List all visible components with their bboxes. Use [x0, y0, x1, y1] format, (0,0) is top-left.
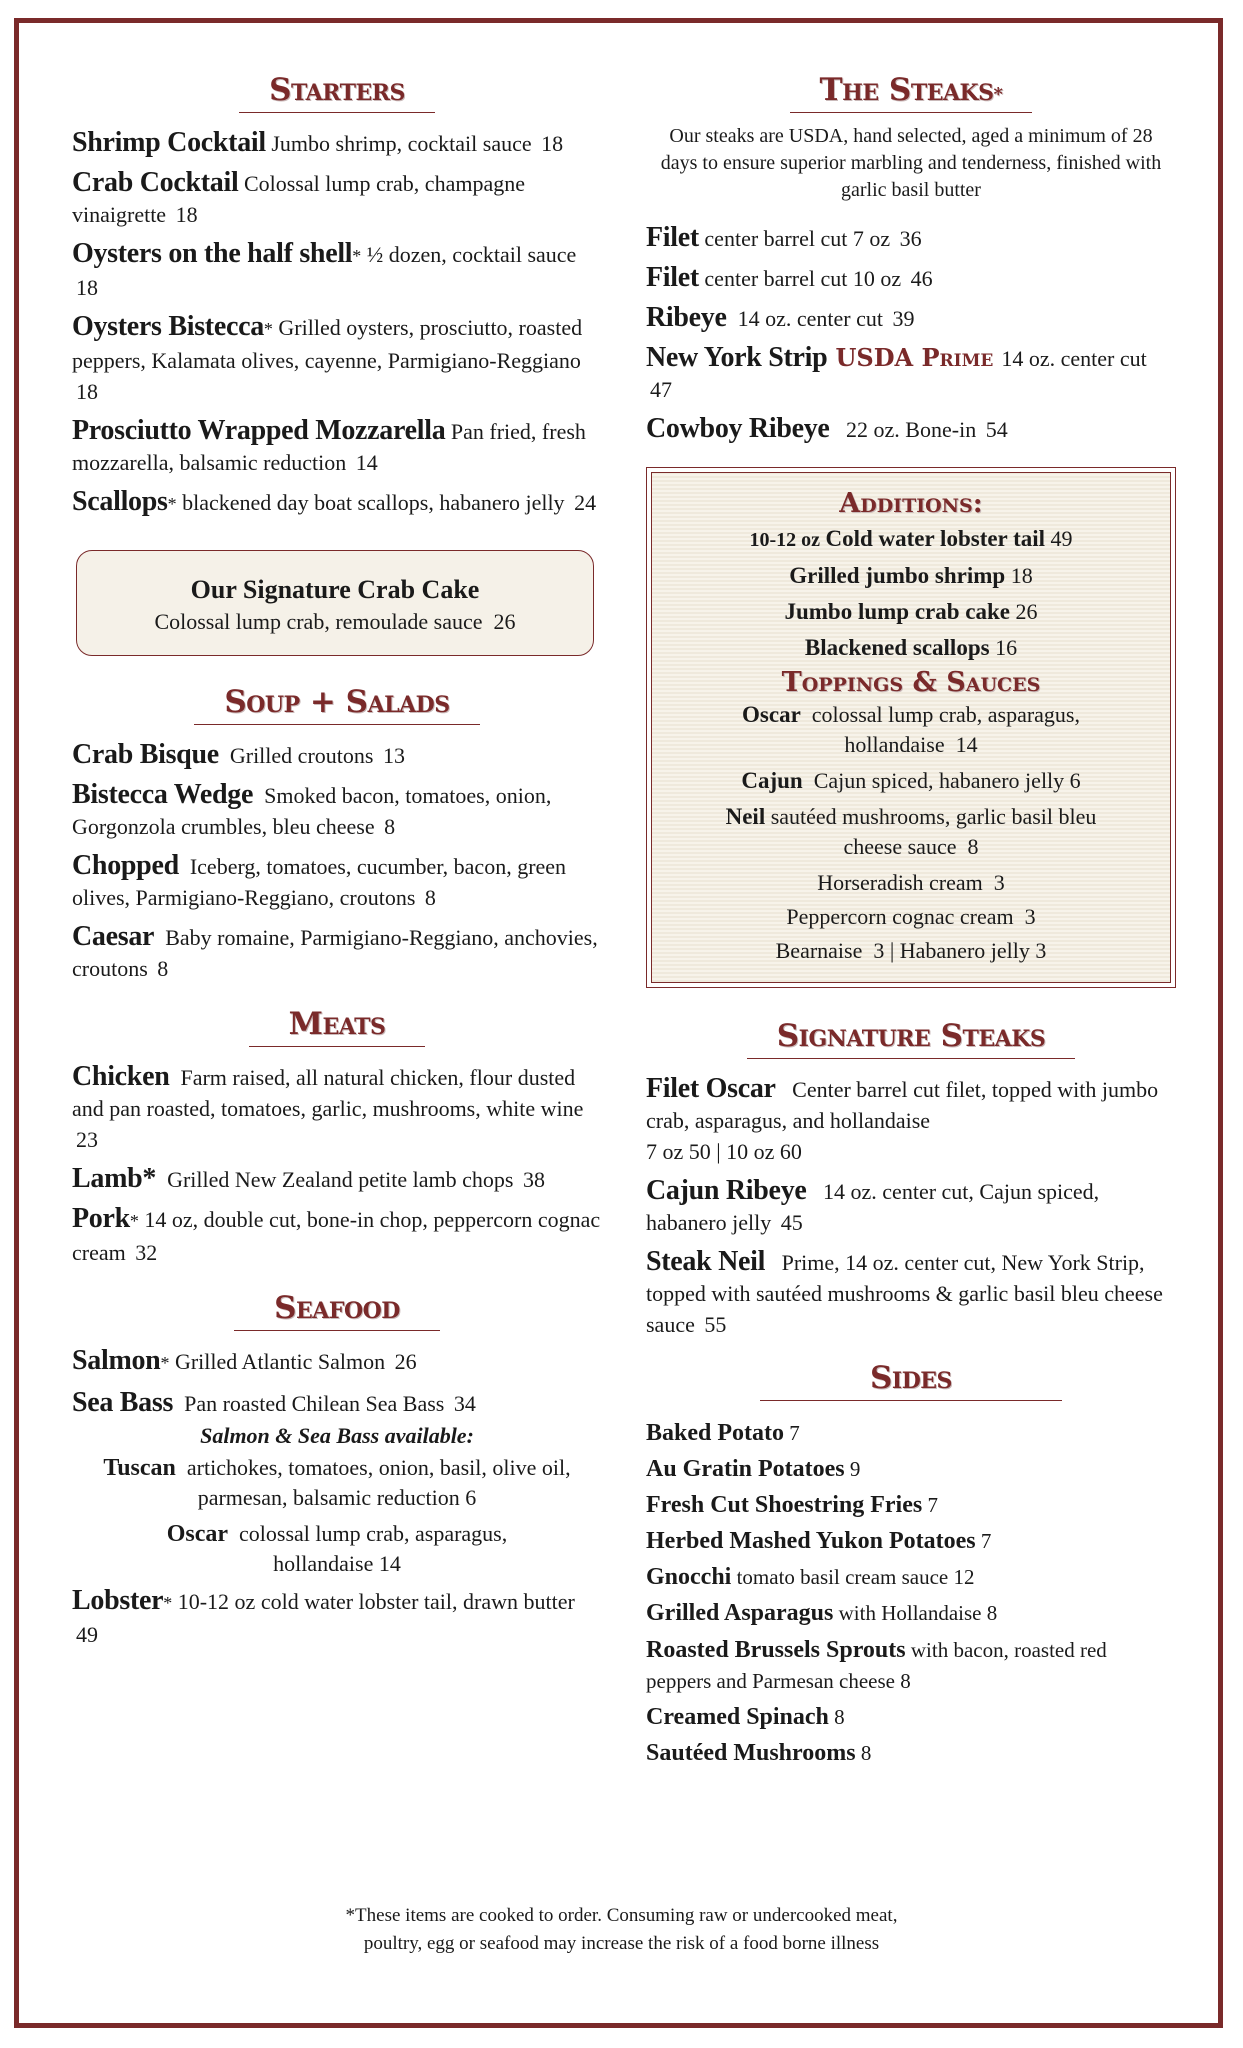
soup-salads-heading: Soup + Salads	[72, 684, 602, 725]
usda-prime-badge: USDA Prime	[835, 343, 994, 372]
side-item: Fresh Cut Shoestring Fries 7	[646, 1492, 938, 1518]
menu-item: New York Strip USDA Prime 14 oz. center cut 47	[646, 342, 1147, 402]
footnote-line: poultry, egg or seafood may increase the risk of a food borne illness	[363, 1933, 880, 1954]
addition-item: Blackened scallops 16	[804, 635, 1018, 660]
menu-item: Filet center barrel cut 10 oz 46	[646, 262, 933, 293]
steaks-list	[646, 222, 1176, 445]
topping-item: Neil sautéed mushrooms, garlic basil bleu cheese sauce 8	[725, 804, 1097, 859]
signature-steaks-list	[646, 1073, 1176, 1340]
sides-heading: Sides	[646, 1360, 1176, 1401]
topping-item: Bearnaise 3 | Habanero jelly 3	[775, 938, 1047, 963]
menu-item: Crab Bisque Grilled croutons 13	[72, 739, 405, 770]
footnote-line: *These items are cooked to order. Consuming raw or undercooked meat,	[345, 1905, 898, 1926]
signature-crab-cake-name: Our Signature Crab Cake	[190, 575, 480, 604]
starters-list	[72, 127, 602, 520]
menu-item: Ribeye 14 oz. center cut 39	[646, 302, 915, 333]
menu-item: Caesar Baby romaine, Parmigiano-Reggiano, anchovies, croutons 8	[72, 921, 598, 981]
side-item: Gnocchi tomato basil cream sauce 12	[646, 1564, 975, 1590]
side-item: Sautéed Mushrooms 8	[646, 1740, 872, 1766]
footnote	[0, 1902, 1243, 1958]
addition-item: Grilled jumbo shrimp 18	[789, 563, 1033, 588]
topping-item: Peppercorn cognac cream 3	[786, 904, 1036, 929]
menu-item: Chicken Farm raised, all natural chicken, flour dusted and pan roasted, tomatoes, garlic, mushrooms, white wine 23	[72, 1061, 584, 1152]
signature-crab-cake-desc: Colossal lump crab, remoulade sauce 26	[154, 609, 516, 634]
meats-heading: Meats	[72, 1006, 602, 1047]
right-column	[646, 72, 1176, 1771]
left-column	[72, 72, 602, 1658]
additions-box	[646, 467, 1176, 988]
topping-item: Oscar colossal lump crab, asparagus, hollandaise 14	[742, 702, 1080, 757]
steaks-intro: Our steaks are USDA, hand selected, aged a minimum of 28 days to ensure superior marbling and tenderness, finished with garlic basil butter	[660, 125, 1162, 201]
menu-item: Prosciutto Wrapped Mozzarella Pan fried, fresh mozzarella, balsamic reduction 14	[72, 415, 586, 475]
starters-heading: Starters	[72, 72, 602, 113]
menu-item: Filet Oscar Center barrel cut filet, topped with jumbo crab, asparagus, and hollandaise 7 oz 50 | 10 oz 60	[646, 1073, 1159, 1164]
side-item: Roasted Brussels Sprouts with bacon, roasted red peppers and Parmesan cheese 8	[646, 1637, 1107, 1693]
menu-item: Oysters on the half shell* ½ dozen, cocktail sauce 18	[72, 238, 577, 300]
menu-item: Chopped Iceberg, tomatoes, cucumber, bacon, green olives, Parmigiano-Reggiano, croutons 8	[72, 850, 567, 910]
topping-item: Cajun Cajun spiced, habanero jelly 6	[741, 768, 1081, 793]
seafood-heading: Seafood	[72, 1290, 602, 1331]
menu-item: Salmon* Grilled Atlantic Salmon 26	[72, 1345, 417, 1376]
menu-item: Filet center barrel cut 7 oz 36	[646, 222, 922, 253]
menu-item: Pork* 14 oz, double cut, bone-in chop, peppercorn cognac cream 32	[72, 1203, 601, 1265]
menu-item: Oysters Bistecca* Grilled oysters, prosciutto, roasted peppers, Kalamata olives, cayenne, Parmigiano-Reggiano 18	[72, 311, 583, 404]
seafood-available-note: Salmon & Sea Bass available:	[200, 1423, 474, 1448]
menu-item: Lobster* 10-12 oz cold water lobster tail, drawn butter 49	[72, 1585, 575, 1647]
seafood-option: Oscar colossal lump crab, asparagus, hollandaise 14	[166, 1521, 508, 1576]
menu-item: Steak Neil Prime, 14 oz. center cut, New York Strip, topped with sautéed mushrooms & garlic basil bleu cheese sauce 55	[646, 1246, 1163, 1337]
menu-item: Cowboy Ribeye 22 oz. Bone-in 54	[646, 413, 1008, 444]
side-item: Au Gratin Potatoes 9	[646, 1456, 861, 1482]
side-item: Creamed Spinach 8	[646, 1704, 845, 1730]
addition-item: 10-12 oz Cold water lobster tail 49	[749, 526, 1073, 551]
menu-item: Sea Bass Pan roasted Chilean Sea Bass 34	[72, 1387, 476, 1418]
sides-list	[646, 1415, 1176, 1771]
toppings-heading: Toppings & Sauces	[781, 667, 1041, 698]
addition-item: Jumbo lump crab cake 26	[784, 599, 1038, 624]
signature-crab-cake-box	[76, 550, 594, 656]
side-item: Herbed Mashed Yukon Potatoes 7	[646, 1528, 992, 1554]
signature-steaks-heading: Signature Steaks	[646, 1018, 1176, 1059]
menu-item: Crab Cocktail Colossal lump crab, champagne vinaigrette 18	[72, 167, 525, 227]
seafood-list	[72, 1345, 602, 1650]
side-item: Baked Potato 7	[646, 1420, 800, 1446]
menu-item: Lamb* Grilled New Zealand petite lamb chops 38	[72, 1163, 545, 1194]
menu-item: Cajun Ribeye 14 oz. center cut, Cajun spiced, habanero jelly 45	[646, 1175, 1100, 1235]
seafood-option: Tuscan artichokes, tomatoes, onion, basil, olive oil, parmesan, balsamic reduction 6	[103, 1455, 571, 1510]
topping-item: Horseradish cream 3	[817, 870, 1005, 895]
menu-item: Shrimp Cocktail Jumbo shrimp, cocktail sauce 18	[72, 127, 564, 158]
steaks-heading: The Steaks*	[646, 72, 1176, 113]
additions-heading: Additions:	[839, 488, 983, 519]
menu-item: Scallops* blackened day boat scallops, habanero jelly 24	[72, 486, 597, 517]
menu-item: Bistecca Wedge Smoked bacon, tomatoes, onion, Gorgonzola crumbles, bleu cheese 8	[72, 779, 552, 839]
side-item: Grilled Asparagus with Hollandaise 8	[646, 1600, 998, 1626]
soups-list	[72, 739, 602, 984]
meats-list	[72, 1061, 602, 1268]
